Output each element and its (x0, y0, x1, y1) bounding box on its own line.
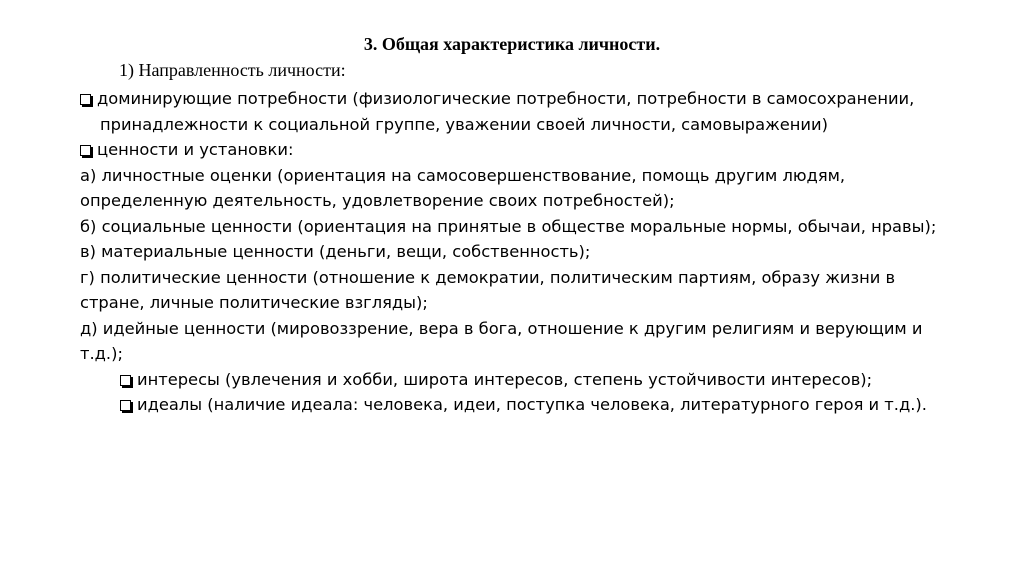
line-text: интересы (увлечения и хобби, широта интересов, степень устойчивости интересов); (137, 369, 873, 389)
checkbox-bullet-icon (120, 375, 131, 386)
line-text: д) идейные ценности (мировоззрение, вера в бога, отношение к другим религиям и верующим и (80, 318, 923, 338)
bullet-item-needs (80, 86, 1010, 112)
line-text: а) личностные оценки (ориентация на самосовершенствование, помощь другим людям, (80, 165, 846, 185)
text-line (80, 214, 1010, 240)
line-text: определенную деятельность, удовлетворение своих потребностей); (80, 191, 675, 210)
line-text: доминирующие потребности (физиологические потребности, потребности в самосохранении, (97, 89, 915, 108)
slide-subtitle: 1) Направленность личности: (119, 60, 346, 80)
line-text: стране, личные политические взгляды); (80, 293, 428, 312)
text-line (80, 316, 1010, 342)
text-line (80, 290, 1010, 316)
text-line (80, 265, 1010, 291)
line-text: т.д.); (80, 344, 123, 363)
text-line (80, 188, 1010, 214)
line-text: г) политические ценности (отношение к демократии, политическим партиям, образу жизни в (80, 267, 896, 287)
line-text: идеалы (наличие идеала: человека, идеи, поступка человека, литературного героя и т.д.). (137, 395, 927, 414)
line-text: принадлежности к социальной группе, уважении своей личности, самовыражении) (100, 114, 828, 134)
text-line (80, 341, 1010, 367)
bullet-item-interests (80, 367, 1010, 393)
text-line (80, 239, 1010, 265)
line-text: в) материальные ценности (деньги, вещи, собственность); (80, 242, 591, 261)
slide-body (80, 86, 1010, 418)
line-text: ценности и установки: (97, 140, 294, 159)
bullet-item-ideals (80, 392, 1010, 418)
text-line (80, 112, 1010, 138)
checkbox-bullet-icon (80, 94, 91, 105)
bullet-item-values (80, 137, 1010, 163)
checkbox-bullet-icon (80, 145, 91, 156)
checkbox-bullet-icon (120, 400, 131, 411)
slide-title: 3. Общая характеристика личности. (363, 34, 661, 54)
line-text: б) социальные ценности (ориентация на принятые в обществе моральные нормы, обычаи, нравы); (80, 216, 937, 236)
text-line (80, 163, 1010, 189)
